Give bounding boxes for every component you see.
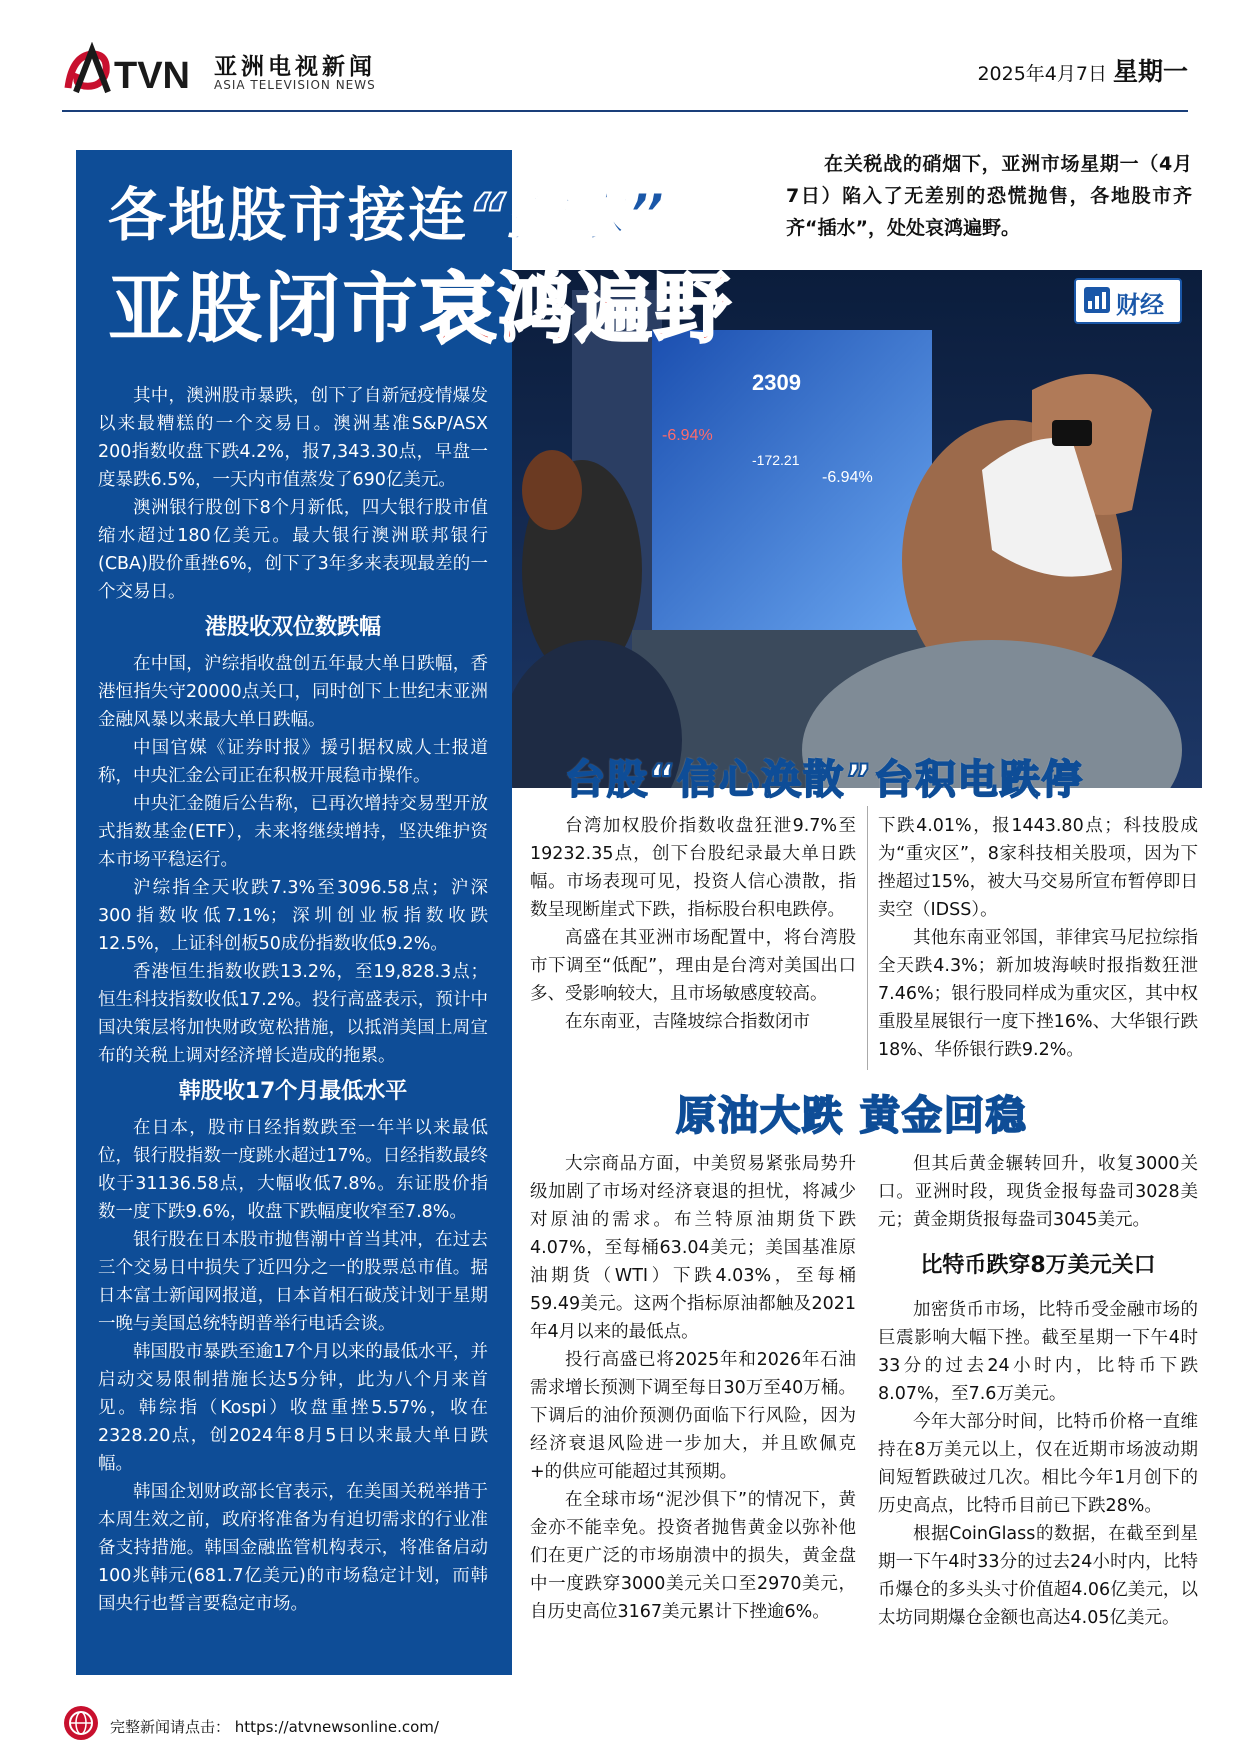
paragraph: 但其后黄金辗转回升，收复3000关口。亚洲时段，现货金报每盎司3028美元；黄金期货报每盎司3045美元。 (878, 1154, 1198, 1230)
paragraph: 下跌4.01%，报1443.80点；科技股成为“重灾区”，8家科技相关股项，因为下挫超过15%，被大马交易所宣布暂停即日卖空（IDSS）。 (878, 816, 1198, 920)
section-header-taiwan: 台股“信心涣散”台积电跌停 (565, 757, 1084, 803)
brand-name-en: ASIA TELEVISION NEWS (214, 78, 376, 92)
svg-text:TVN: TVN (114, 55, 190, 97)
column-divider (867, 806, 868, 1070)
headline-line1 (108, 168, 667, 252)
oil-column-right (878, 1150, 1198, 1632)
paragraph: 台湾加权股价指数收盘狂泄9.7%至19232.35点，创下台股纪录最大单日跌幅。市场表现可见，投资人信心溃散，指数呈现断崖式下跌，指标股台积电跌停。 (530, 816, 856, 920)
paragraph: 高盛在其亚洲市场配置中，将台湾股市下调至“低配”，理由是台湾对美国出口多、受影响较大，且市场敏感度较高。 (530, 928, 856, 1004)
weekday-text: 星期一 (1112, 57, 1188, 86)
paragraph: 在日本，股市日经指数跌至一年半以来最低位，银行股指数一度跳水超过17%。日经指数最终收于31136.58点，大幅收低7.8%。东证股价指数一度下跌9.6%，收盘下跌幅度收窄至7.8%。 (98, 1118, 488, 1222)
paragraph: 韩国企划财政部长官表示，在美国关税举措于本周生效之前，政府将准备为有迫切需求的行业准备支持措施。韩国金融监管机构表示，将准备启动100兆韩元(681.7亿美元)的市场稳定计划，而韩国央行也誓言要稳定市场。 (98, 1482, 488, 1614)
svg-text:-6.94%: -6.94% (822, 469, 873, 486)
paragraph: 在中国，沪综指收盘创五年最大单日跌幅，香港恒指失守20000点关口，同时创下上世纪末亚洲金融风暴以来最大单日跌幅。 (98, 654, 488, 730)
paragraph: 中国官媒《证券时报》援引据权威人士报道称，中央汇金公司正在积极开展稳市操作。 (98, 738, 488, 786)
finance-badge-label: 财经 (1116, 291, 1164, 319)
section-header-oil-gold: 原油大跌 黄金回稳 (676, 1093, 1028, 1139)
paragraph: 澳洲银行股创下8个月新低，四大银行股市值缩水超过180亿美元。最大银行澳洲联邦银行(CBA)股价重挫6%，创下了3年多来表现最差的一个交易日。 (98, 498, 488, 602)
paragraph: 香港恒生指数收跌13.2%，至19,828.3点；恒生科技指数收低17.2%。投行高盛表示，预计中国决策层将加快财政宽松措施，以抵消美国上周宣布的关税上调对经济增长造成的拖累。 (98, 962, 488, 1066)
finance-badge (1074, 278, 1182, 324)
paragraph: 韩国股市暴跌至逾17个月以来的最低水平，并启动交易限制措施长达5分钟，此为八个月来首见。韩综指（Kospi）收盘重挫5.57%，收在2328.20点，创2024年8月5日以来最大单日跌幅。 (98, 1342, 488, 1474)
taiwan-column-right (878, 812, 1198, 1064)
paragraph: 根据CoinGlass的数据，在截至到星期一下午4时33分的过去24小时内，比特币爆仓的多头头寸价值超4.06亿美元，以太坊同期爆仓金额也高达4.05亿美元。 (878, 1524, 1198, 1628)
footer-link-row (110, 1716, 439, 1737)
paragraph: 在东南亚，吉隆坡综合指数闭市 (565, 1012, 810, 1032)
oil-column-left (530, 1150, 856, 1626)
subheading-bitcoin: 比特币跌穿8万美元关口 (920, 1253, 1156, 1278)
paragraph: 银行股在日本股市抛售潮中首当其冲，在过去三个交易日中损失了近四分之一的股票总市值。据日本富士新闻网报道，日本首相石破茂计划于星期一晚与美国总统特朗普举行电话会谈。 (98, 1230, 488, 1334)
paragraph: 投行高盛已将2025年和2026年石油需求增长预测下调至每日30万至40万桶。下调后的油价预测仍面临下行风险，因为经济衰退风险进一步加大，并且欧佩克+的供应可能超过其预期。 (530, 1350, 856, 1482)
headline-line1-highlight: “插水” (468, 181, 667, 249)
date-text: 2025年4月7日 (977, 63, 1107, 85)
svg-text:2309: 2309 (752, 370, 801, 395)
paragraph: 其中，澳洲股市暴跌，创下了自新冠疫情爆发以来最糟糕的一个交易日。澳洲基准S&P/ASX 200指数收盘下跌4.2%，报7,343.30点，早盘一度暴跌6.5%，一天内市值蒸发了690亿美元。 (98, 386, 488, 490)
issue-date (977, 52, 1188, 88)
paragraph: 沪综指全天收跌7.3%至3096.58点；沪深300指数收低7.1%；深圳创业板指数收跌12.5%，上证科创板50成份指数收低9.2%。 (98, 878, 488, 954)
footer-url-link[interactable]: https://atvnewsonline.com/ (234, 1718, 439, 1736)
paragraph: 大宗商品方面，中美贸易紧张局势升级加剧了市场对经济衰退的担忧，将减少对原油的需求。布兰特原油期货下跌4.07%，至每桶63.04美元；美国基准原油期货（WTI）下跌4.03%，至每桶59.49美元。这两个指标原油都触及2021年4月以来的最低点。 (530, 1154, 856, 1342)
headline-line2 (108, 248, 732, 357)
headline-line1-text: 各地股市接连 (108, 181, 469, 249)
svg-text:-172.21: -172.21 (752, 452, 800, 468)
headline-line2-text: 亚股闭市 (108, 264, 420, 353)
svg-text:-6.94%: -6.94% (662, 427, 713, 444)
subheading-korea: 韩股收17个月最低水平 (178, 1079, 408, 1104)
paragraph: 其他东南亚邻国，菲律宾马尼拉综指全天跌4.3%；新加坡海峡时报指数狂泄7.46%；银行股同样成为重灾区，其中权重股星展银行一度下挫16%、大华银行跌18%、华侨银行跌9.2%。 (878, 928, 1198, 1060)
header-divider (62, 110, 1188, 112)
subheading-hk: 港股收双位数跌幅 (204, 615, 381, 640)
lead-paragraph: 在关税战的硝烟下，亚洲市场星期一（4月7日）陷入了无差别的恐慌抛售，各地股市齐齐“插水”，处处哀鸿遍野。 (786, 153, 1192, 239)
paragraph: 今年大部分时间，比特币价格一直维持在8万美元以上，仅在近期市场波动期间短暂跌破过几次。相比今年1月创下的历史高点，比特币目前已下跌28%。 (878, 1412, 1198, 1516)
left-column-text (98, 382, 488, 1618)
footer-label: 完整新闻请点击： (110, 1718, 231, 1736)
atvn-logo (62, 42, 202, 102)
globe-icon (64, 1706, 98, 1740)
brand-name-cn: 亚洲电视新闻 (214, 54, 376, 80)
paragraph: 加密货币市场，比特币受金融市场的巨震影响大幅下挫。截至星期一下午4时33分的过去24小时内，比特币下跌8.07%，至7.6万美元。 (878, 1300, 1198, 1404)
headline-line2-highlight: 哀鸿遍野 (420, 264, 732, 353)
paragraph: 在全球市场“泥沙俱下”的情况下，黄金亦不能幸免。投资者抛售黄金以弥补他们在更广泛的市场崩溃中的损失，黄金盘中一度跌穿3000美元关口至2970美元，自历史高位3167美元累计下挫逾6%。 (530, 1490, 856, 1622)
paragraph: 中央汇金随后公告称，已再次增持交易型开放式指数基金(ETF），未来将继续增持，坚决维护资本市场平稳运行。 (98, 794, 488, 870)
chart-icon (1084, 287, 1110, 313)
taiwan-column-left (530, 812, 856, 1036)
